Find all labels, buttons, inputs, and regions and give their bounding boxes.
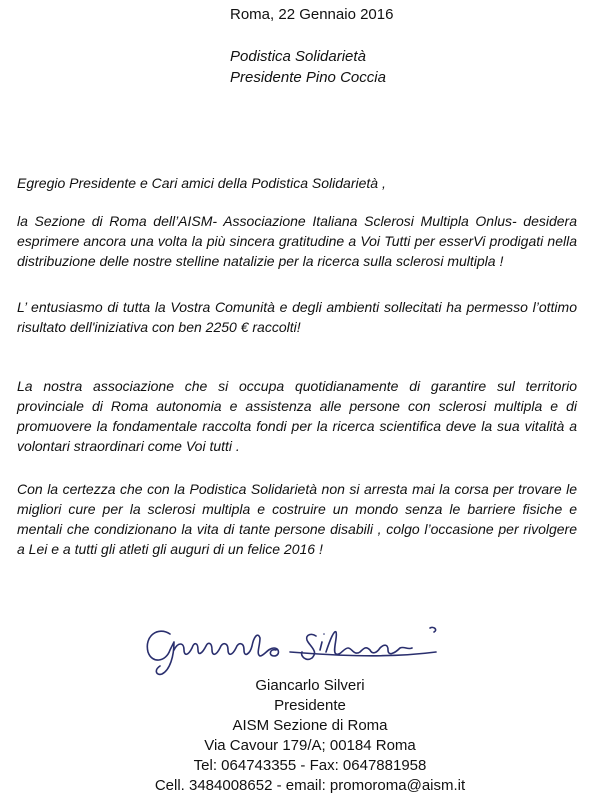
letter-date: Roma, 22 Gennaio 2016 (230, 6, 394, 23)
sender-phone-fax: Tel: 064743355 - Fax: 0647881958 (193, 757, 427, 774)
handwritten-signature (140, 612, 460, 680)
sender-address: Via Cavour 179/A; 00184 Roma (204, 737, 416, 754)
paragraph-result: L’ entusiasmo di tutta la Vostra Comunità e degli ambienti sollecitati ha permesso l’ottimo risultato dell'iniziativa con ben 2250 € raccolti! (17, 299, 577, 335)
sender-cell-email: Cell. 3484008652 - email: promoroma@aism.it (154, 777, 466, 794)
salutation: Egregio Presidente e Cari amici della Podistica Solidarietà , (17, 175, 386, 191)
sender-role: Presidente (274, 697, 346, 714)
sender-name: Giancarlo Silveri (255, 677, 365, 694)
recipient-name: Presidente Pino Coccia (230, 69, 386, 86)
paragraph-association: La nostra associazione che si occupa quotidianamente di garantire sul territorio provinciale di Roma autonomia e assistenza alle persone con sclerosi multipla e di promuovere la fondamentale raccolta fondi per la ricerca scientifica deve la sua vitalità a volontari straordinari come Voi tutti . (17, 378, 577, 454)
recipient-block (230, 46, 386, 88)
sender-organization: AISM Sezione di Roma (232, 717, 388, 734)
paragraph-gratitude: la Sezione di Roma dell’AISM- Associazione Italiana Sclerosi Multipla Onlus- desidera esprimere ancora una volta la più sincera gratitudine a Voi Tutti per esserVi prodigati nella distribuzione delle nostre stelline natalizie per la ricerca sulla sclerosi multipla ! (17, 213, 577, 269)
sender-block (130, 676, 490, 796)
recipient-organization: Podistica Solidarietà (230, 48, 366, 65)
paragraph-closing: Con la certezza che con la Podistica Solidarietà non si arresta mai la corsa per trovare le migliori cure per la sclerosi multipla e costruire un mondo senza le barriere fisiche e mentali che condizionano la vita di tante persone disabili , colgo l’occasione per rivolgere a Lei e a tutti gli atleti gli auguri di un felice 2016 ! (17, 481, 577, 557)
